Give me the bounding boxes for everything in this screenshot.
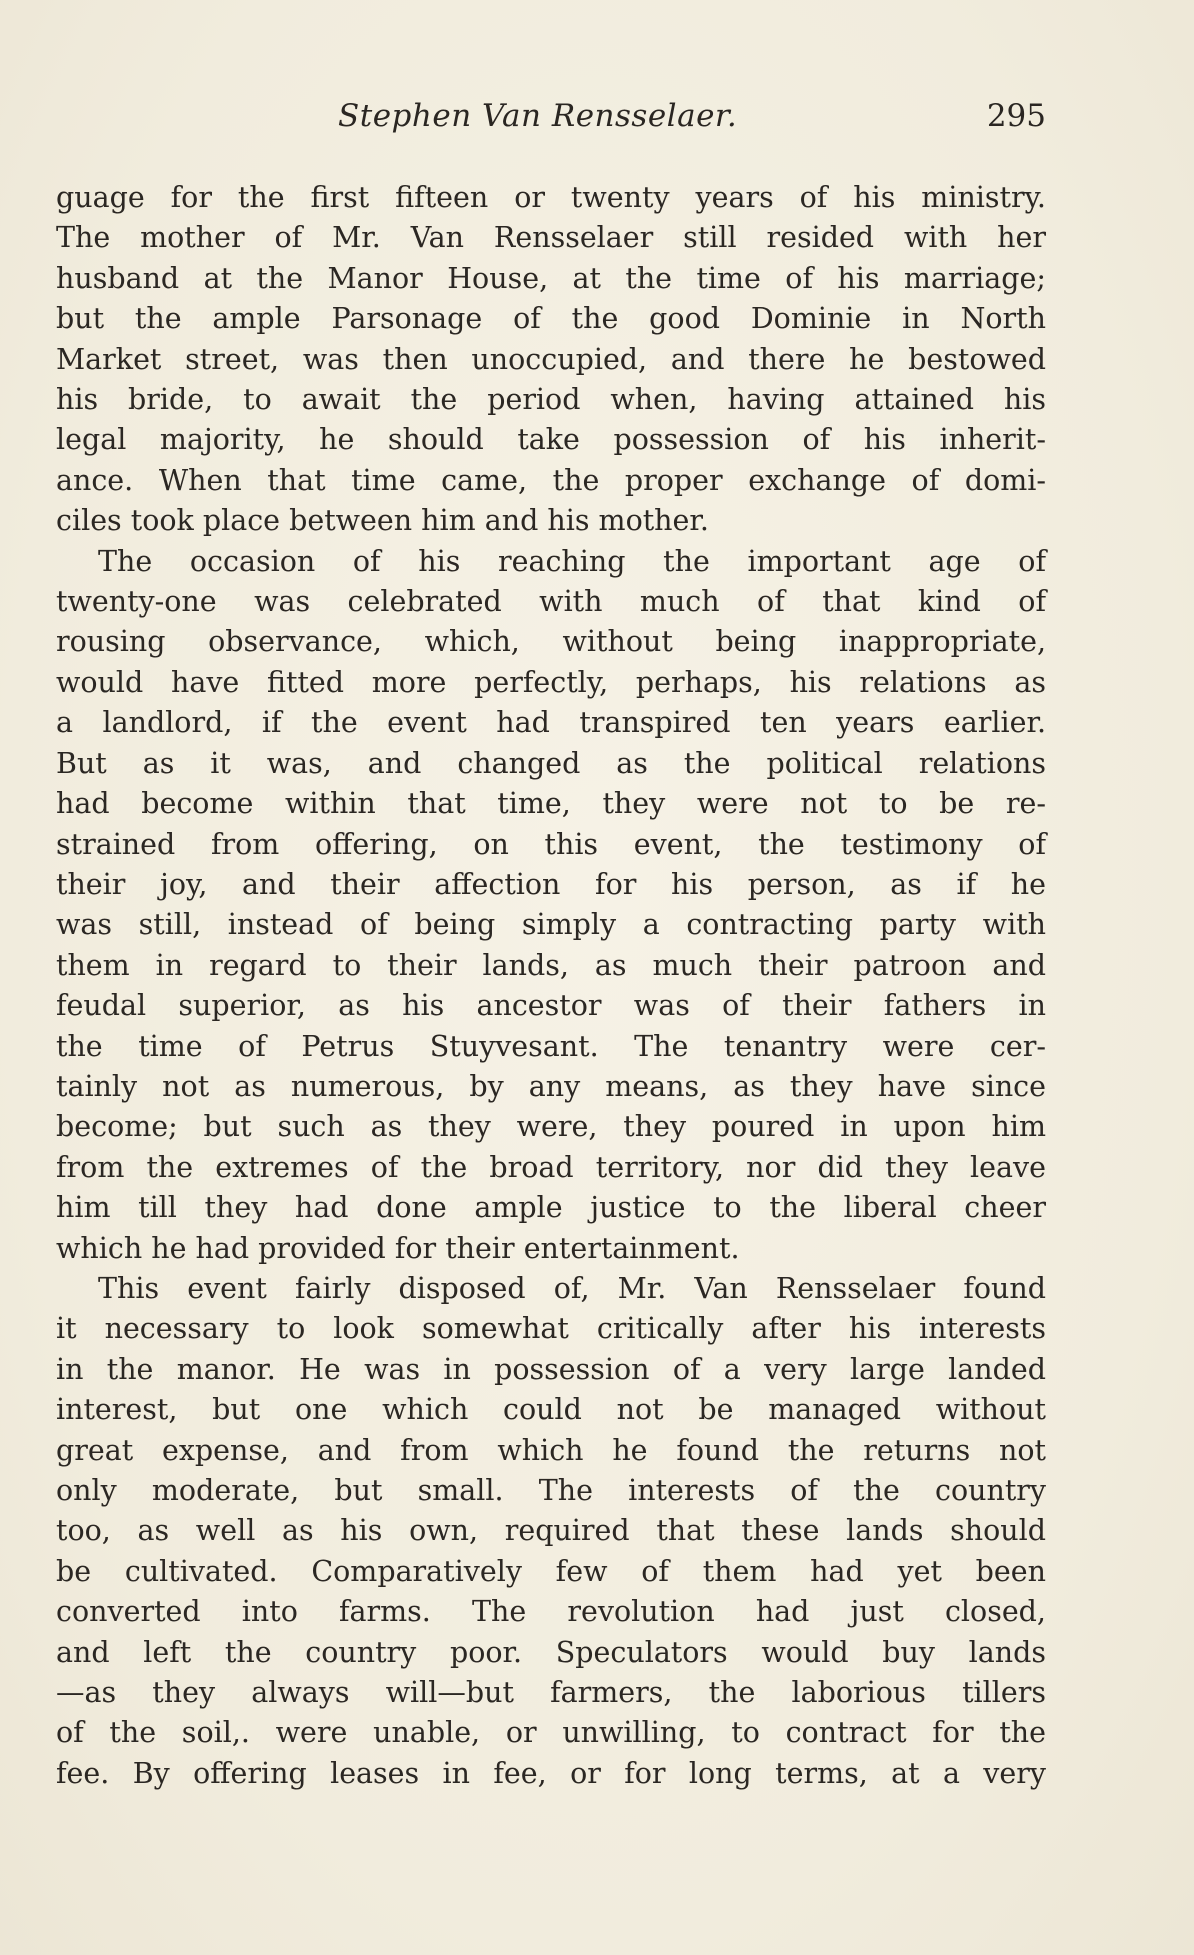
text-line: This event fairly disposed of, Mr. Van Rensselaer found <box>98 1271 1046 1305</box>
text-line: a landlord, if the event had transpired ten years earlier. <box>56 706 1046 740</box>
text-line: —as they always will—but farmers, the laborious tillers <box>56 1676 1046 1710</box>
text-line: strained from offering, on this event, the testimony of <box>56 827 1046 861</box>
paragraph-1 <box>56 178 1046 542</box>
text-line: would have fitted more perfectly, perhaps, his relations as <box>56 665 1046 699</box>
text-line: tainly not as numerous, by any means, as they have since <box>56 1069 1046 1103</box>
text-line: only moderate, but small. The interests of the country <box>56 1474 1046 1507</box>
page-header <box>50 98 1046 148</box>
text-line: which he had provided for their entertainment. <box>56 1231 740 1265</box>
text-line: the time of Petrus Stuyvesant. The tenantry were cer- <box>56 1029 1046 1063</box>
text-line: his bride, to await the period when, having attained his <box>56 383 1046 417</box>
text-line: of the soil,. were unable, or unwilling, to contract for the <box>56 1716 1046 1750</box>
text-line: it necessary to look somewhat critically after his interests <box>56 1312 1046 1346</box>
text-line: become; but such as they were, they poured in upon him <box>56 1110 1046 1144</box>
page-number: 295 <box>986 98 1046 134</box>
text-line: guage for the first fifteen or twenty years of his ministry. <box>56 181 1046 214</box>
text-line: from the extremes of the broad territory, nor did they leave <box>56 1150 1046 1184</box>
text-line: rousing observance, which, without being inappropriate, <box>56 625 1046 659</box>
running-title: Stephen Van Rensselaer. <box>338 98 738 134</box>
text-line: was still, instead of being simply a contracting party with <box>56 908 1046 942</box>
text-line: converted into farms. The revolution had just closed, <box>56 1595 1046 1629</box>
paragraph-2 <box>56 542 1046 1269</box>
text-line: him till they had done ample justice to the liberal cheer <box>56 1191 1046 1225</box>
text-line: be cultivated. Comparatively few of them had yet been <box>56 1554 1046 1588</box>
body-text <box>56 178 1046 1794</box>
text-line: The mother of Mr. Van Rensselaer still resided with her <box>56 221 1046 255</box>
text-line: fee. By offering leases in fee, or for long terms, at a very <box>56 1756 1046 1790</box>
paragraph-3 <box>56 1269 1046 1794</box>
text-line: Market street, was then unoccupied, and there he bestowed <box>56 342 1046 376</box>
text-line: feudal superior, as his ancestor was of their fathers in <box>56 989 1046 1023</box>
text-line: but the ample Parsonage of the good Dominie in North <box>56 302 1046 336</box>
text-line: them in regard to their lands, as much their patroon and <box>56 948 1046 982</box>
text-line: and left the country poor. Speculators would buy lands <box>56 1635 1046 1669</box>
text-line: The occasion of his reaching the important age of <box>98 544 1046 578</box>
text-line: in the manor. He was in possession of a very large landed <box>56 1352 1046 1386</box>
text-line: twenty-one was celebrated with much of that kind of <box>56 585 1046 619</box>
text-line: had become within that time, they were not to be re- <box>56 787 1046 821</box>
text-line: their joy, and their affection for his person, as if he <box>56 867 1046 901</box>
text-line: ance. When that time came, the proper exchange of domi- <box>56 463 1046 497</box>
text-line: legal majority, he should take possession of his inherit- <box>56 423 1046 457</box>
text-line: interest, but one which could not be managed without <box>56 1393 1046 1427</box>
text-line: ciles took place between him and his mother. <box>56 504 709 538</box>
text-line: husband at the Manor House, at the time of his marriage; <box>56 261 1046 295</box>
text-line: great expense, and from which he found the returns not <box>56 1433 1046 1467</box>
text-line: But as it was, and changed as the political relations <box>56 746 1046 780</box>
text-line: too, as well as his own, required that these lands should <box>56 1514 1046 1548</box>
